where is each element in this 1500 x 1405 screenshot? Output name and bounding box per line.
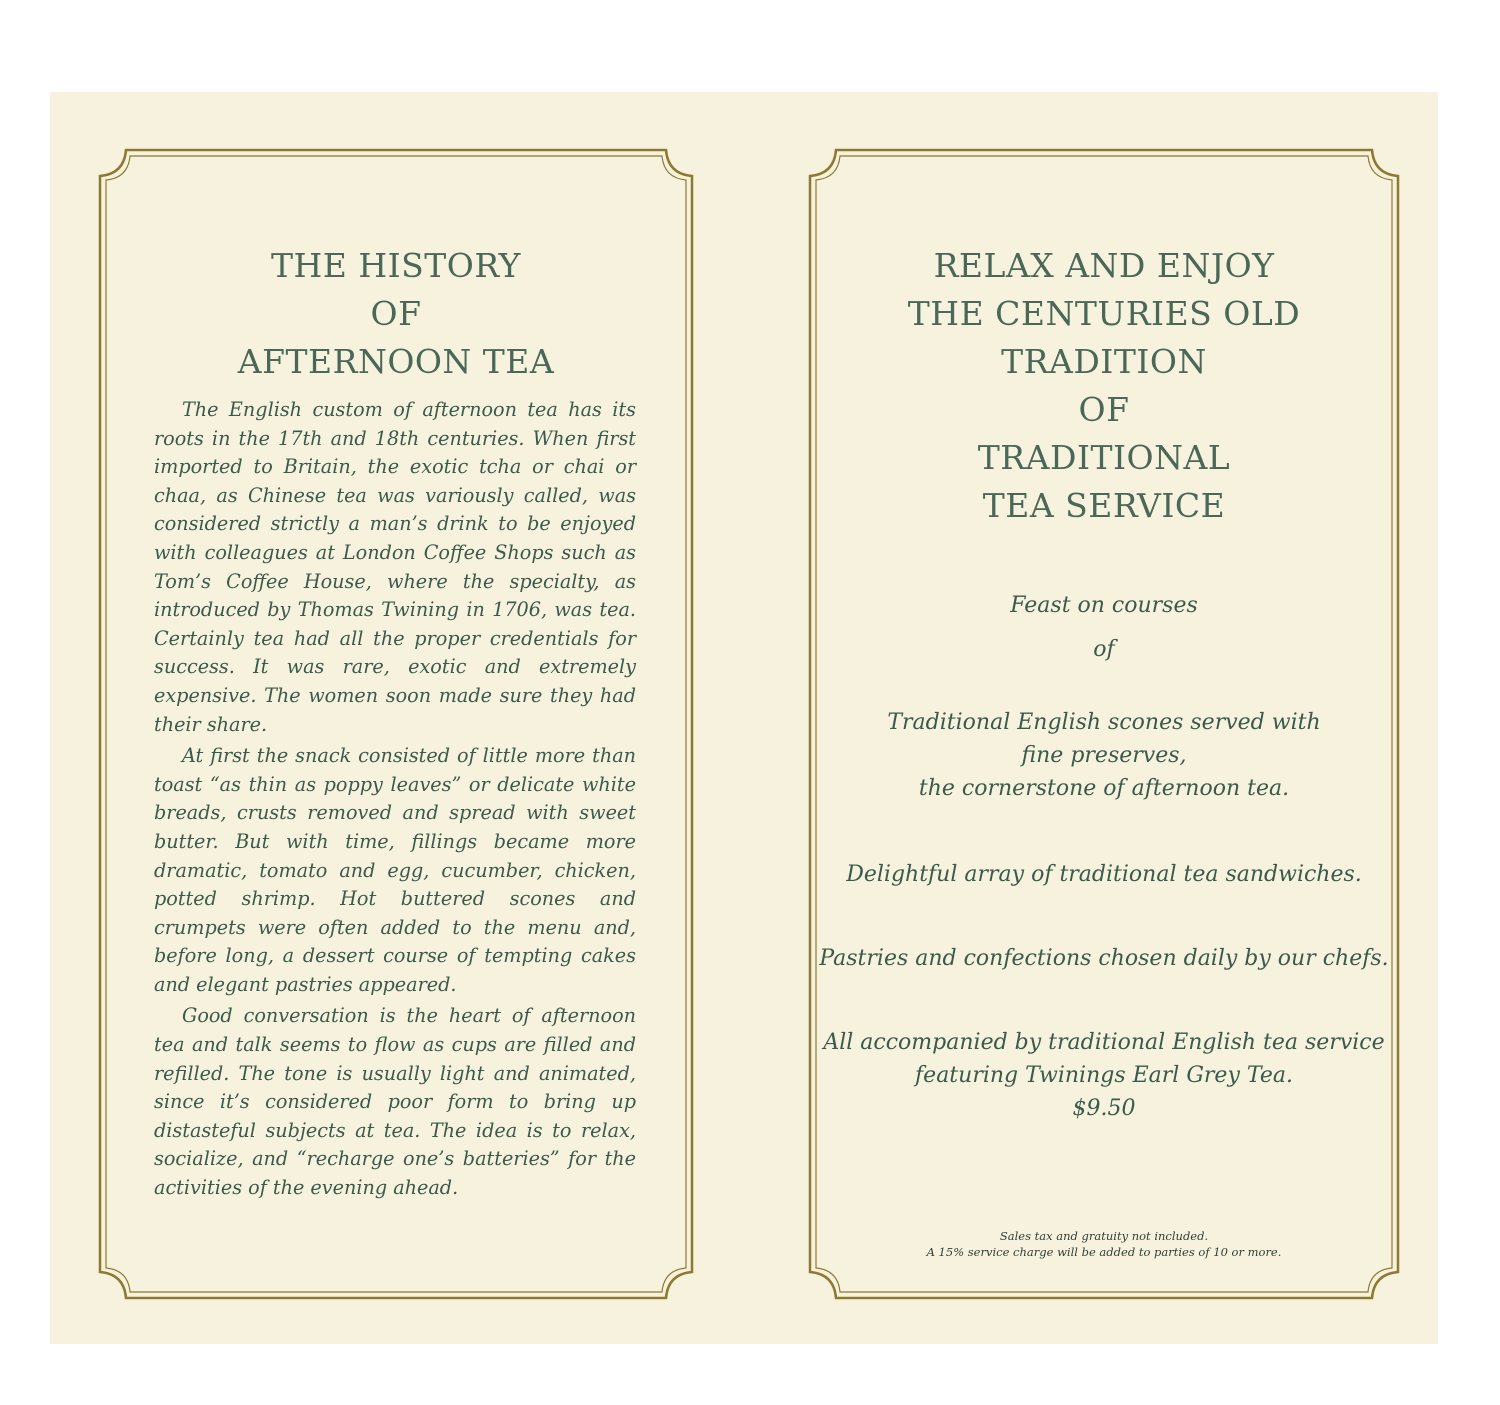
menu-panel: [806, 146, 1402, 1302]
fine-print-line: A 15% service charge will be added to parties of 10 or more.: [926, 1245, 1282, 1259]
tea-service: [806, 1026, 1402, 1125]
menu-text: Traditional English scones served with: [887, 710, 1321, 735]
menu-text: featuring Twinings Earl Grey Tea.: [915, 1063, 1293, 1088]
menu-text: All accompanied by traditional English tea service: [823, 1030, 1385, 1055]
menu-text: Delightful array of traditional tea sandwiches.: [846, 862, 1362, 887]
relax-title: [806, 242, 1402, 530]
history-paragraph: At first the snack consisted of little more than toast “as thin as poppy leaves” or delicate white breads, crusts removed and spread with sweet butter. But with time, fillings became more dramatic, tomato and egg, cucumber, chicken, potted shrimp. Hot buttered scones and crumpets were often added to the menu and, before long, a dessert course of tempting cakes and elegant pastries appeared.: [154, 744, 636, 996]
history-paragraph: The English custom of afternoon tea has its roots in the 17th and 18th centuries. When first imported to Britain, the exotic tcha or chai or chaa, as Chinese tea was variously called, was considered strictly a man’s drink to be enjoyed with colleagues at London Coffee Shops such as Tom’s Coffee House, where the specialty, as introduced by Thomas Twining in 1706, was tea. Certainly tea had all the proper credentials for success. It was rare, exotic and extremely expensive. The women soon made sure they had their share.: [154, 398, 636, 736]
menu-text: Feast on courses: [1010, 593, 1198, 618]
price: $9.50: [1072, 1096, 1136, 1121]
menu-text: Pastries and confections chosen daily by our chefs.: [819, 946, 1389, 971]
scones-course: [806, 706, 1402, 805]
history-body: [154, 396, 636, 1206]
title-line: OF: [1078, 390, 1130, 429]
history-title: [96, 242, 696, 386]
title-line: THE HISTORY: [271, 246, 521, 285]
fine-print: [806, 1228, 1402, 1260]
history-panel: [96, 146, 696, 1302]
title-line: TEA SERVICE: [982, 486, 1226, 525]
title-line: TRADITION: [1001, 342, 1207, 381]
fine-print-line: Sales tax and gratuity not included.: [999, 1229, 1209, 1243]
menu-text: the cornerstone of afternoon tea.: [918, 776, 1290, 801]
title-line: RELAX AND ENJOY: [933, 246, 1275, 285]
title-line: OF: [370, 294, 422, 333]
title-line: TRADITIONAL: [977, 438, 1231, 477]
feast-intro: [806, 584, 1402, 672]
sandwich-course: [806, 858, 1402, 891]
pastry-course: [806, 942, 1402, 975]
title-line: THE CENTURIES OLD: [907, 294, 1301, 333]
menu-text: fine preserves,: [1021, 743, 1187, 768]
title-line: AFTERNOON TEA: [237, 342, 555, 381]
history-paragraph: Good conversation is the heart of afternoon tea and talk seems to flow as cups are filled and refilled. The tone is usually light and animated, since it’s considered poor form to bring up distasteful subjects at tea. The idea is to relax, socialize, and “recharge one’s batteries” for the activities of the evening ahead.: [154, 1004, 636, 1200]
menu-text: of: [1093, 637, 1115, 662]
